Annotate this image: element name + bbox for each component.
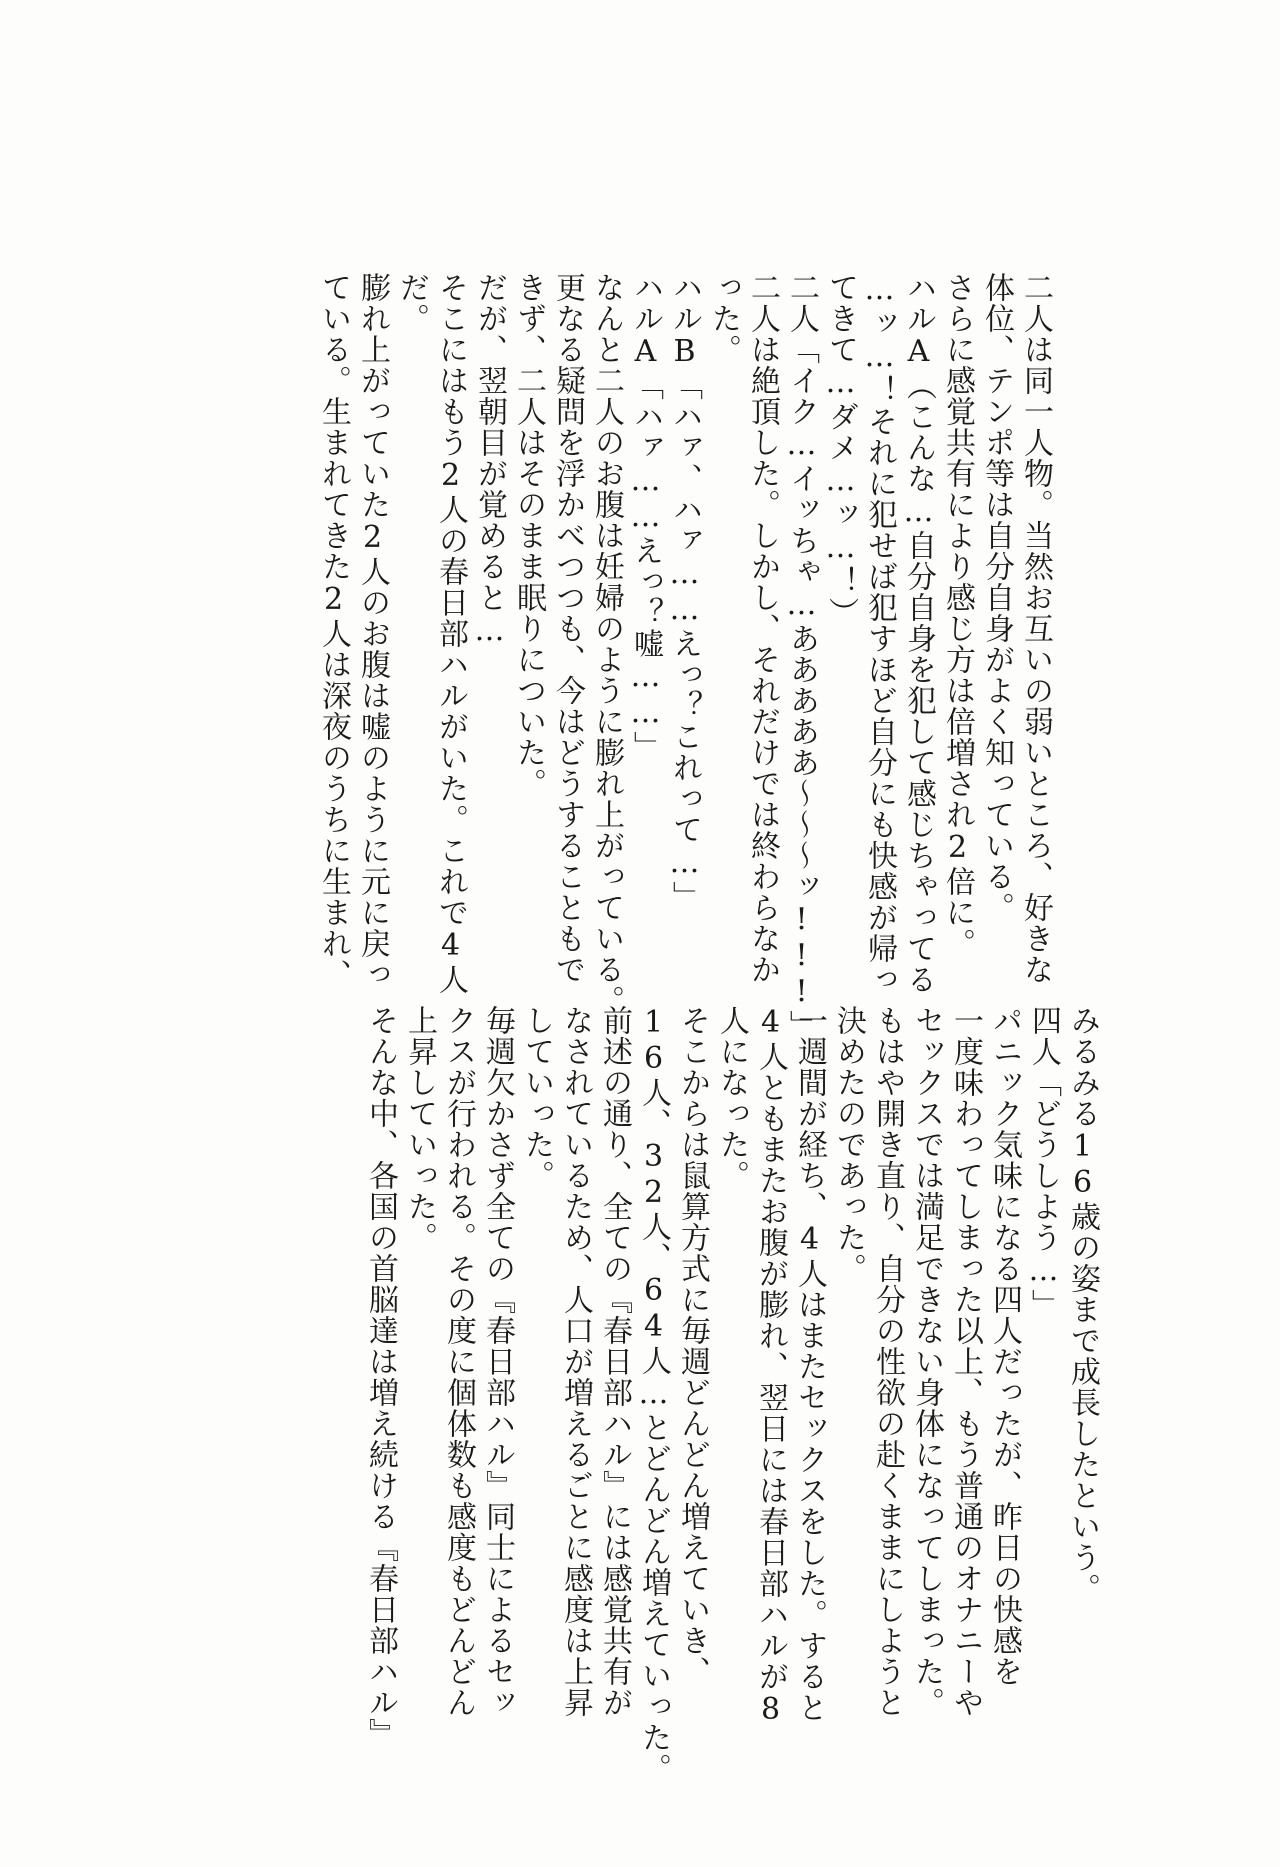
text-line: 四人「どうしよう…」	[1026, 1005, 1061, 1320]
text-line: 二人は絶頂した。しかし、それだけでは終わらなか	[745, 272, 780, 985]
text-line: なされているため、人口が増えるごとに感度は上昇	[558, 1005, 593, 1718]
text-line: なんと二人のお腹は妊婦のように膨れ上がっている。	[589, 272, 624, 1016]
text-line: 4人ともまたお腹が膨れ、翌日には春日部ハルが8	[753, 1005, 788, 1728]
text-line: ている。生まれてきた2人は深夜のうちに生まれ、	[316, 272, 351, 990]
text-line: ハルB「ハァ、ハァ……えっ？これって…」	[667, 272, 702, 912]
text-line: みるみる16歳の姿まで成長したという。	[1065, 1005, 1100, 1604]
text-line: 前述の通り、全ての『春日部ハル』には感覚共有が	[597, 1005, 632, 1718]
text-line: 一度味わってしまった以上、もう普通のオナニーや	[948, 1005, 983, 1718]
text-line: …ッ…！それに犯せば犯すほど自分にも快感が帰っ	[862, 272, 897, 995]
text-line: 更なる疑問を浮かべつつも、今はどうすることもで	[550, 272, 585, 985]
text-line: 毎週欠かさず全ての『春日部ハル』同士によるセッ	[480, 1005, 515, 1718]
text-line: セックスでは満足できない身体になってしまった。	[909, 1005, 944, 1718]
text-line: 人になった。	[714, 1005, 749, 1191]
text-line: だが、翌朝目が覚めると…	[472, 272, 507, 649]
text-line: きず、二人はそのまま眠りについた。	[511, 272, 546, 799]
text-line: そこからは鼠算方式に毎週どんどん増えていき、	[675, 1005, 710, 1687]
text-line: 膨れ上がっていた2人のお腹は嘘のように元に戻っ	[355, 272, 390, 990]
text-line: 二人は同一人物。当然お互いの弱いところ、好きな	[1018, 272, 1053, 985]
text-line: していった。	[519, 1005, 554, 1191]
text-line: 一週間が経ち、4人はまたセックスをした。すると	[792, 1005, 827, 1723]
text-line: クスが行われる。その度に個体数も感度もどんどん	[441, 1005, 476, 1718]
text-line: ハルA「ハァ……えっ？嘘……」	[628, 272, 663, 762]
bottom-text-block	[361, 1005, 1102, 1784]
text-line: もはや開き直り、自分の性欲の赴くままにしようと	[870, 1005, 905, 1718]
text-line: 16人、32人、64人…とどんどん増えていった。	[636, 1005, 671, 1784]
text-line: った。	[706, 272, 741, 365]
text-line: 二人「イク…イッちゃ…あああああ～～～ッ!!!」	[784, 272, 819, 1041]
text-line: そこにはもう2人の春日部ハルがいた。これで4人	[433, 272, 468, 995]
text-line: 決めたのであった。	[831, 1005, 866, 1284]
text-line: パニック気味になる四人だったが、昨日の快感を	[987, 1005, 1022, 1687]
text-line: だ。	[394, 272, 429, 334]
text-line: てきて…ダメ…ッ…！）	[823, 272, 858, 628]
text-line: さらに感覚共有により感じ方は倍増され2倍に。	[940, 272, 975, 959]
text-line: 体位、テンポ等は自分自身がよく知っている。	[979, 272, 1014, 923]
text-line: ハルA（こんな…自分自身を犯して感じちゃってる	[901, 272, 936, 995]
text-line: 上昇していった。	[402, 1005, 437, 1253]
top-text-block	[314, 272, 1055, 1041]
text-line: そんな中、各国の首脳達は増え続ける『春日部ハル』	[363, 1005, 398, 1749]
